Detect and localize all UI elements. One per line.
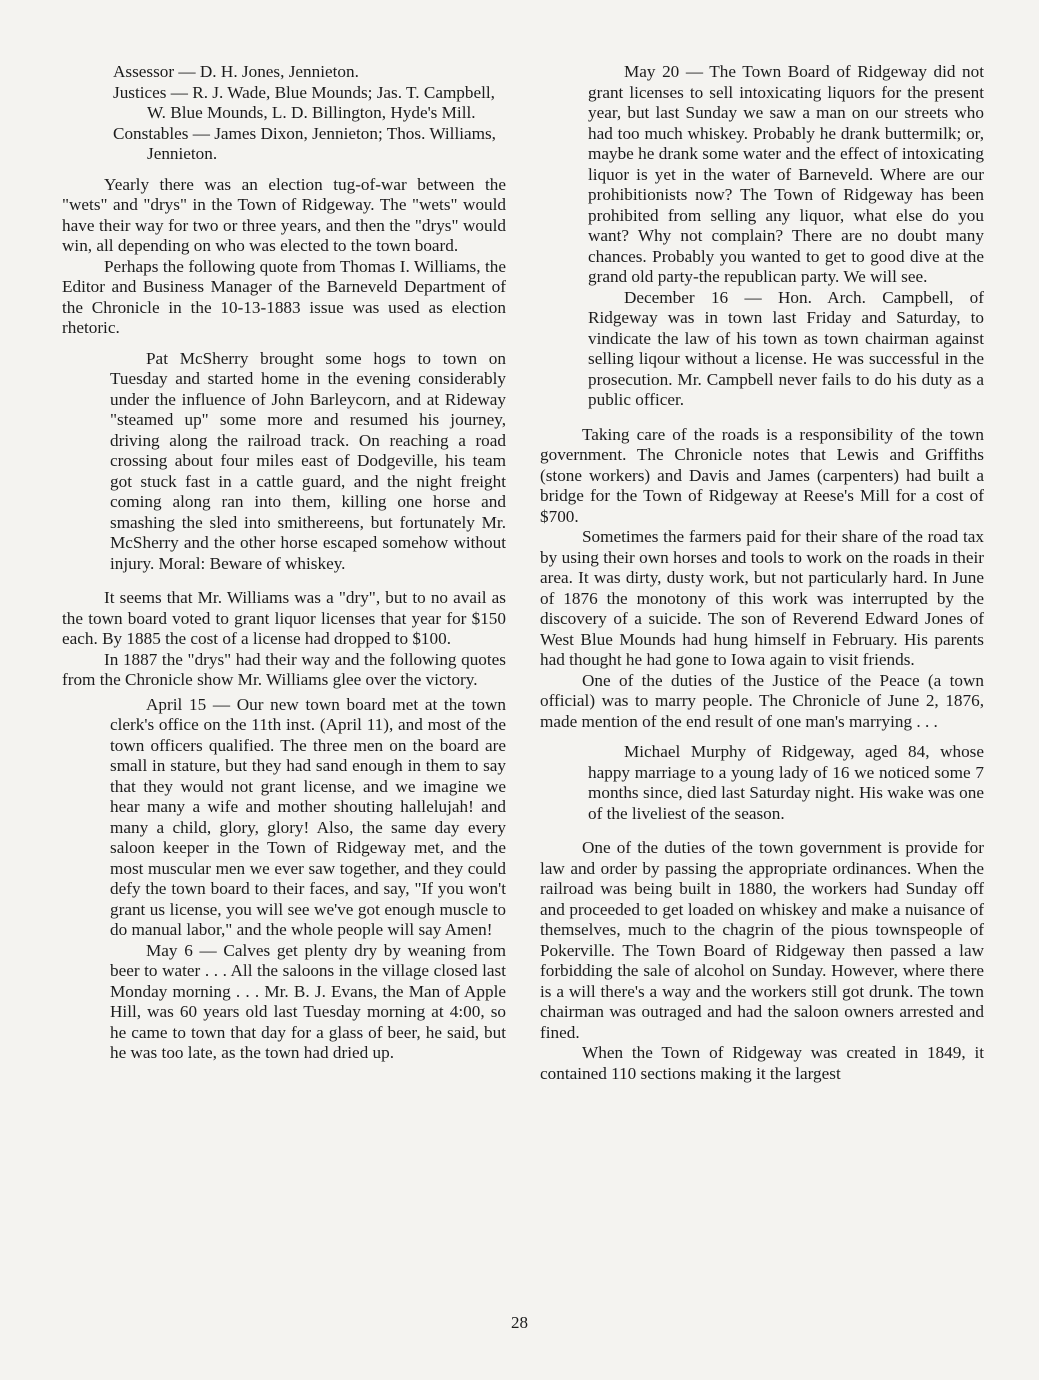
left-column (62, 62, 506, 1064)
quote-murphy: Michael Murphy of Ridgeway, aged 84, whose happy marriage to a young lady of 16 we noticed some 7 months since, died last Saturday night. His wake was one of the liveliest of the season. (588, 742, 984, 823)
paragraph-farmers: Sometimes the farmers paid for their share of the road tax by using their own horses and tools to work on the roads in their area. It was dirty, dusty work, but not particularly hard. In June of 1876 the monotony of this work was interrupted by the discovery of a suicide. The son of Reverend Edward Jones of West Blue Mounds had hung himself in February. His parents had thought he had gone to Iowa again to visit friends. (540, 527, 984, 669)
quote-mcsherry: Pat McSherry brought some hogs to town on Tuesday and started home in the evening considerably under the influence of John Barleycorn, and at Rideway "steamed up" some more and resumed his journey, driving along the railroad track. On reaching a road crossing about four miles east of Dodgeville, his team got stuck fast in a cattle guard, and the night freight coming along ran into them, killing one horse and smashing the sled into smithereens, but fortunately Mr. McSherry and the other horse escaped somehow without injury. Moral: Beware of whiskey. (110, 348, 506, 573)
quote-may-6: May 6 — Calves get plenty dry by weaning from beer to water . . . All the saloons in the village closed last Monday morning . . . Mr. B. J. Evans, the Man of Apple Hill, was 60 years old last Tuesday morning at 4:00, so he came to town that day for a glass of beer, he said, but he was too late, as the town had dried up. (110, 940, 506, 1062)
paragraph-justice-of-peace: One of the duties of the Justice of the Peace (a town official) was to marry people. The Chronicle of June 2, 1876, made mention of the end result of one man's marrying . . . (540, 670, 984, 731)
paragraph-wets-drys: Yearly there was an election tug-of-war between the "wets" and "drys" in the Town of Ridgeway. The "wets" would have their way for two or three years, and then the "drys" would win, all depending on who was elected to the town board. (62, 174, 506, 255)
paragraph-law-and-order: One of the duties of the town government is provide for law and order by passing the appropriate ordinances. When the railroad was being built in 1880, the workers had Sunday off and proceeded to get loaded on whiskey and make a nuisance of themselves, much to the chagrin of the pious townspeople of Pokerville. The Town Board of Ridgeway then passed a law forbidding the sale of alcohol on Sunday. However, where there is a will there's a way and the workers still got drunk. The town chairman was outraged and had the saloon owners arrested and fined. (540, 838, 984, 1042)
right-column (540, 62, 984, 1084)
quote-may-20: May 20 — The Town Board of Ridgeway did not grant licenses to sell intoxicating liquors for the present year, but last Sunday we saw a man on our streets who had too much whiskey. Probably he drank buttermilk; or, maybe he drank some water and the effect of intoxicating liquor is yet in the water of Barneveld. Where are our prohibitionists now? The Town of Ridgeway has been prohibited from selling any liquor, what else do you want? Why not complain? There are no doubt many chances. Probably you wanted to get to good dive at the grand old party-the republican party. We will see. (588, 62, 984, 286)
page-number: 28 (511, 1313, 528, 1332)
officer-entry-assessor: Assessor — D. H. Jones, Jennieton. (113, 62, 359, 81)
quote-april-15: April 15 — Our new town board met at the town clerk's office on the 11th inst. (April 11), and most of the town officers qualified. The three men on the board are small in stature, but they had sand enough in them to say that they would not grant license, and we imagine we hear many a wife and mother shouting hallelujah! and many a child, glory, glory! Also, the same day every saloon keeper in the Town of Ridgeway met, and the most muscular men we ever saw together, and they could defy the town board to their faces, and say, "If you won't grant us license, you will see we've got enough muscle to do manual labor," and the whole people will say Amen! (110, 694, 506, 939)
quote-december-16: December 16 — Hon. Arch. Campbell, of Ridgeway was in town last Friday and Saturday, to vindicate the law of his town as town chairman against selling liqour without a license. He was successful in the prosecution. Mr. Campbell never fails to do his duty as a public officer. (588, 287, 984, 409)
paragraph-perhaps: Perhaps the following quote from Thomas I. Williams, the Editor and Business Manager of the Barneveld Department of the Chronicle in the 10-13-1883 issue was used as election rhetoric. (62, 256, 506, 337)
paragraph-1887: In 1887 the "drys" had their way and the following quotes from the Chronicle show Mr. Williams glee over the victory. (62, 649, 506, 689)
paragraph-1849: When the Town of Ridgeway was created in 1849, it contained 110 sections making it the largest (540, 1043, 984, 1083)
paragraph-williams-dry: It seems that Mr. Williams was a "dry", but to no avail as the town board voted to grant liquor licenses that year for $150 each. By 1885 the cost of a license had dropped to $100. (62, 588, 506, 648)
paragraph-roads: Taking care of the roads is a responsibility of the town government. The Chronicle notes that Lewis and Griffiths (stone workers) and Davis and James (carpenters) had built a bridge for the Town of Ridgeway at Reese's Mill for a cost of $700. (540, 424, 984, 526)
officer-entry-justices: Justices — R. J. Wade, Blue Mounds; Jas. T. Campbell, W. Blue Mounds, L. D. Billington, Hyde's Mill. (113, 82, 495, 122)
officer-entry-constables: Constables — James Dixon, Jennieton; Thos. Williams, Jennieton. (113, 123, 496, 163)
